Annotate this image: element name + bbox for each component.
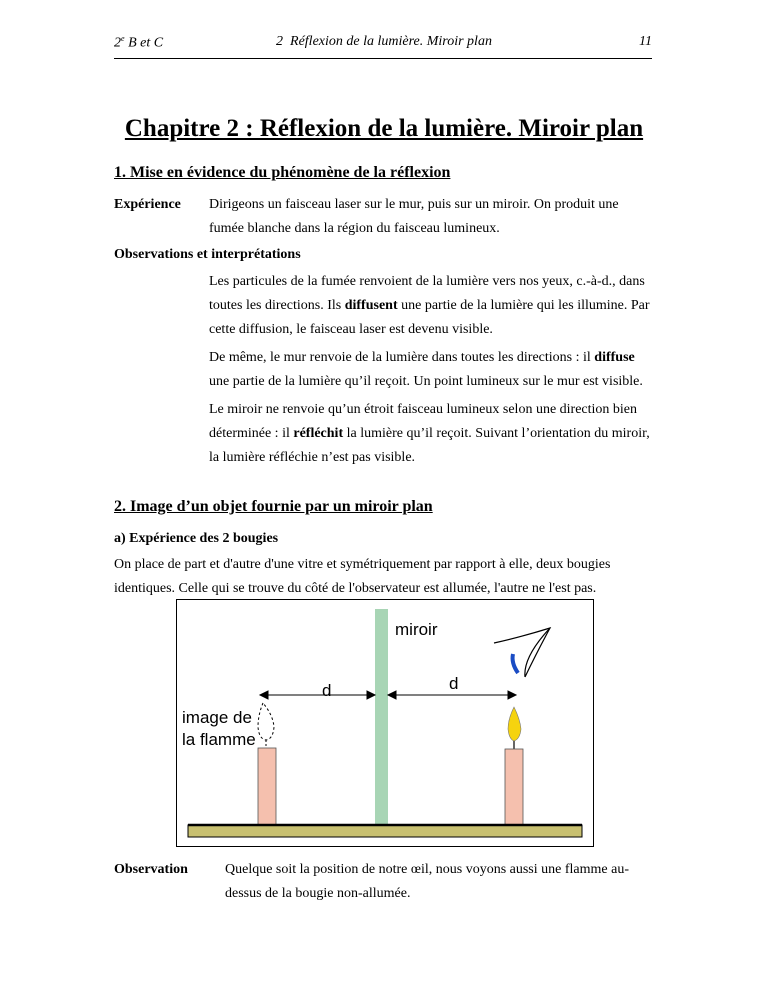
observation-paragraph-1: Les particules de la fumée renvoient de la lumière vers nos yeux, c.-à-d., dans toutes les directions. Ils diffusent une partie de la lumière qui les illumine. Par cette diffusion, le faisceau laser est devenu visible.: [209, 274, 650, 337]
subsection-a-heading: a) Expérience des 2 bougies: [114, 531, 279, 546]
observations-label: Observations et interprétations: [114, 247, 301, 262]
header-center: 2 Réflexion de la lumière. Miroir plan: [276, 34, 492, 49]
observation-paragraph-3: Le miroir ne renvoie qu’un étroit faisceau lumineux selon une direction bien déterminée : il réfléchit la lumière qu’il reçoit. Suivant l’orientation du miroir, la lumière réfléchie n’est pas visible.: [209, 402, 650, 465]
mirror: [375, 609, 388, 825]
section2-heading: 2. Image d’un objet fournie par un miroir plan: [114, 498, 433, 515]
right-distance-label: d: [449, 674, 459, 693]
chapter-title: Chapitre 2 : Réflexion de la lumière. Miroir plan: [124, 115, 644, 142]
observation-paragraph-2: De même, le mur renvoie de la lumière dans toutes les directions : il diffuse une partie de la lumière qu’il reçoit. Un point lumineux sur le mur est visible.: [209, 350, 643, 389]
experience-label: Expérience: [114, 197, 181, 212]
observation-label: Observation: [114, 862, 188, 877]
header-rule: [114, 58, 652, 59]
lit-candle: [505, 749, 523, 825]
image-label-line2: la flamme: [182, 730, 256, 749]
ground-base: [188, 825, 582, 837]
unlit-candle: [258, 748, 276, 825]
left-distance-label: d: [322, 681, 332, 700]
section1-heading: 1. Mise en évidence du phénomène de la réflexion: [114, 164, 451, 181]
observation-text: Quelque soit la position de notre œil, nous voyons aussi une flamme au-dessus de la bougie non-allumée.: [225, 862, 629, 901]
mirror-label: miroir: [395, 620, 438, 639]
page-number: 11: [639, 34, 652, 49]
section2-intro: On place de part et d'autre d'une vitre et symétriquement par rapport à elle, deux bougies identiques. Celle qui se trouve du côté de l'observateur est allumée, l'autre ne l'est pas.: [114, 557, 611, 596]
image-label-line1: image de: [182, 708, 252, 727]
header-left: 2e B et C: [114, 34, 164, 51]
two-candles-figure: [176, 599, 594, 847]
experience-text: Dirigeons un faisceau laser sur le mur, puis sur un miroir. On produit une fumée blanche dans la région du faisceau lumineux.: [209, 197, 619, 236]
